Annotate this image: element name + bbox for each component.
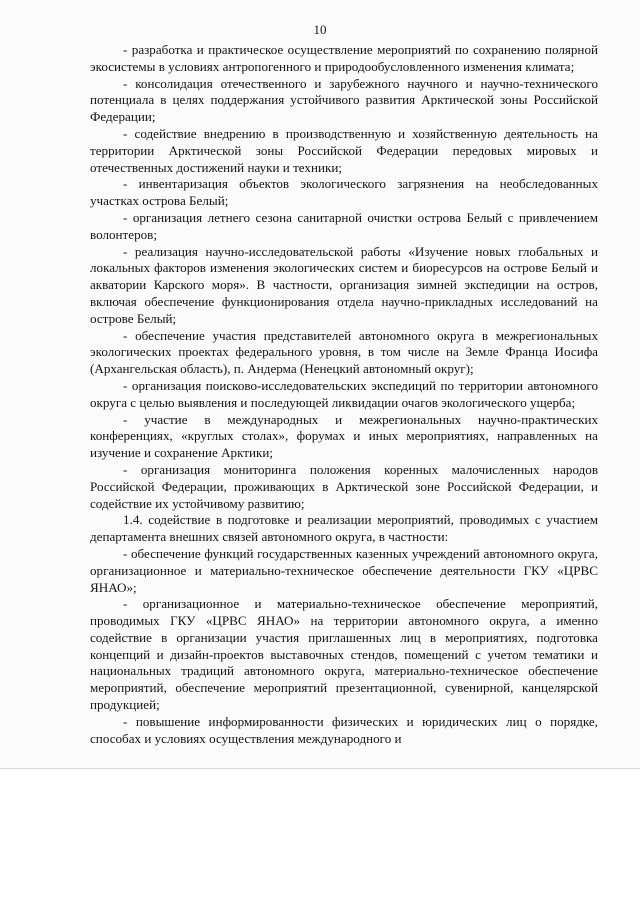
page-number: 10 bbox=[313, 22, 327, 37]
paragraph: - содействие внедрению в производственную и хозяйственную деятельность на территории Арктической зоны Российской Федерации передовых мировых и отечественных достижений науки и техники; bbox=[90, 125, 598, 175]
paragraph: - обеспечение функций государственных казенных учреждений автономного округа, организационное и материально-техническое обеспечение деятельности ГКУ «ЦРВС ЯНАО»; bbox=[90, 545, 598, 595]
paragraph: - организация мониторинга положения коренных малочисленных народов Российской Федерации, проживающих в Арктической зоне Российской Федерации, и содействие их устойчивому развитию; bbox=[90, 461, 598, 511]
document-body bbox=[90, 42, 598, 747]
paragraph: 1.4. содействие в подготовке и реализации мероприятий, проводимых с участием департамента внешних связей автономного округа, в частности: bbox=[90, 512, 598, 545]
paragraph: - обеспечение участия представителей автономного округа в межрегиональных экологических проектах федерального уровня, в том числе на Земле Франца Иосифа (Архангельская область), п. Андерма (Ненецкий автономный округ); bbox=[90, 327, 598, 377]
page-background bbox=[0, 769, 640, 905]
paragraph: - повышение информированности физических и юридических лиц о порядке, способах и условиях осуществления международного и bbox=[90, 713, 598, 746]
paragraph: - реализация научно-исследовательской работы «Изучение новых глобальных и локальных факторов изменения экологических систем и биоресурсов на острове Белый и акватории Карского моря». В частности, организация зимней экспедиции на остров, включая обеспечение функционирования отдела научно-прикладных исследований на острове Белый; bbox=[90, 243, 598, 326]
paragraph: - организационное и материально-техническое обеспечение мероприятий, проводимых ГКУ «ЦРВС ЯНАО» на территории автономного округа, а именно содействие в организации участия приглашенных лиц в мероприятиях, подготовка концепций и дизайн-проектов выставочных стендов, помещений с учетом тематики и национальных традиций автономного округа, материально-техническое обеспечение мероприятий, обеспечение мероприятий презентационной, сувенирной, канцелярской продукцией; bbox=[90, 596, 598, 713]
paragraph: - консолидация отечественного и зарубежного научного и научно-технического потенциала в целях поддержания устойчивого развития Арктической зоны Российской Федерации; bbox=[90, 75, 598, 125]
paragraph: - инвентаризация объектов экологического загрязнения на необследованных участках острова Белый; bbox=[90, 176, 598, 209]
paragraph: - разработка и практическое осуществление мероприятий по сохранению полярной экосистемы в условиях антропогенного и природообусловленного изменения климата; bbox=[90, 42, 598, 74]
paragraph: - организация поисково-исследовательских экспедиций по территории автономного округа с целью выявления и последующей ликвидации очагов экологического ущерба; bbox=[90, 377, 598, 410]
paragraph: - участие в международных и межрегиональных научно-практических конференциях, «круглых столах», форумах и иных мероприятиях, направленных на изучение и сохранение Арктики; bbox=[90, 411, 598, 461]
paragraph: - организация летнего сезона санитарной очистки острова Белый с привлечением волонтеров; bbox=[90, 209, 598, 242]
